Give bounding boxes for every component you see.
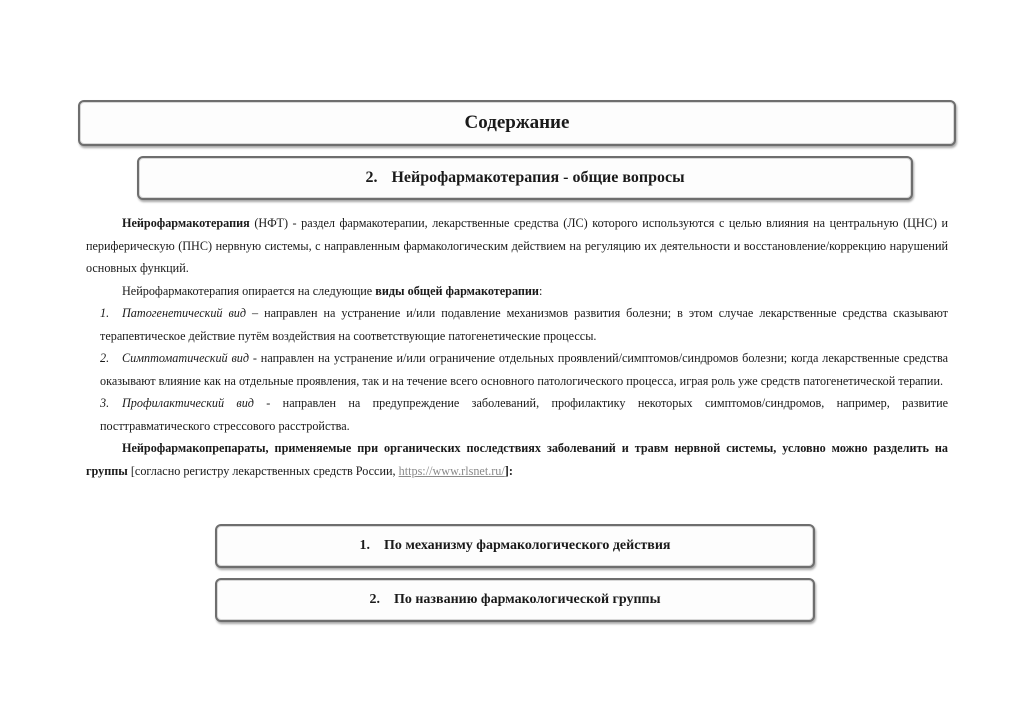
list-item-number: 3. [100,396,110,410]
groups-lead-end: ]: [504,463,513,478]
rlsnet-link[interactable]: https://www.rlsnet.ru/ [398,463,505,478]
list-item-name: Патогенетический вид [122,306,247,320]
list-item [86,392,948,437]
types-lead-bold: виды общей фармакотерапии [375,283,539,298]
list-item [86,302,948,347]
groups-lead-bold: Нейрофармакопрепараты, применяемые при органических последствиях заболеваний и травм нервной системы, условно можно разделить на группы [86,441,948,478]
group-label: По механизму фармакологического действия [384,538,671,553]
group-label: По названию фармакологической группы [393,592,661,607]
list-item-number: 2. [100,351,110,365]
list-item-number: 1. [100,306,110,320]
list-item-text: - направлен на предупреждение заболеваний, профилактику некоторых симптомов/синдромов, например, развитие посттравматического стрессового расстройства. [100,396,949,433]
list-item-text: – направлен на устранение и/или подавление механизмов развития болезни; в этом случае лекарственные средства сказывают терапевтическое действие путём воздействия на соответствующие патогенетические процессы. [100,306,948,343]
section-title: Нейрофармакотерапия - общие вопросы [391,169,685,186]
section-heading [137,156,913,200]
groups-lead-paragraph [86,437,948,482]
types-lead-paragraph [86,280,948,303]
page-title [78,100,956,146]
intro-paragraph [86,212,948,280]
intro-text: (НФТ) - раздел фармакотерапии, лекарственные средства (ЛС) которого используются с целью влияния на центральную (ЦНС) и периферическую (ПНС) нервную системы, с направленным фармакологическим действием на регуляцию их деятельности и восстановление/коррекцию нарушений основных функций. [86,216,948,275]
group-heading-1 [215,524,815,568]
group-number: 1. [359,538,370,553]
intro-term: Нейрофармакотерапия [122,216,250,230]
group-heading-2 [215,578,815,622]
list-item-name: Симптоматический вид [122,351,250,365]
page-title-text: Содержание [464,112,570,133]
types-lead-end: : [538,283,543,298]
types-lead-text: Нейрофармакотерапия опирается на следующие [122,283,376,298]
list-item-name: Профилактический вид [122,396,254,410]
group-number: 2. [369,592,380,607]
body-text [86,212,948,482]
groups-lead-text: [согласно регистру лекарственных средств России, [127,463,399,478]
list-item-text: - направлен на устранение и/или ограничение отдельных проявлений/симптомов/синдромов болезни; когда лекарственные средства оказывают влияние как на отдельные проявления, так и на течение всего основного патологического процесса, играя роль уже средств патогенетической терапии. [100,351,948,388]
list-item [86,347,948,392]
section-number: 2. [365,169,378,186]
